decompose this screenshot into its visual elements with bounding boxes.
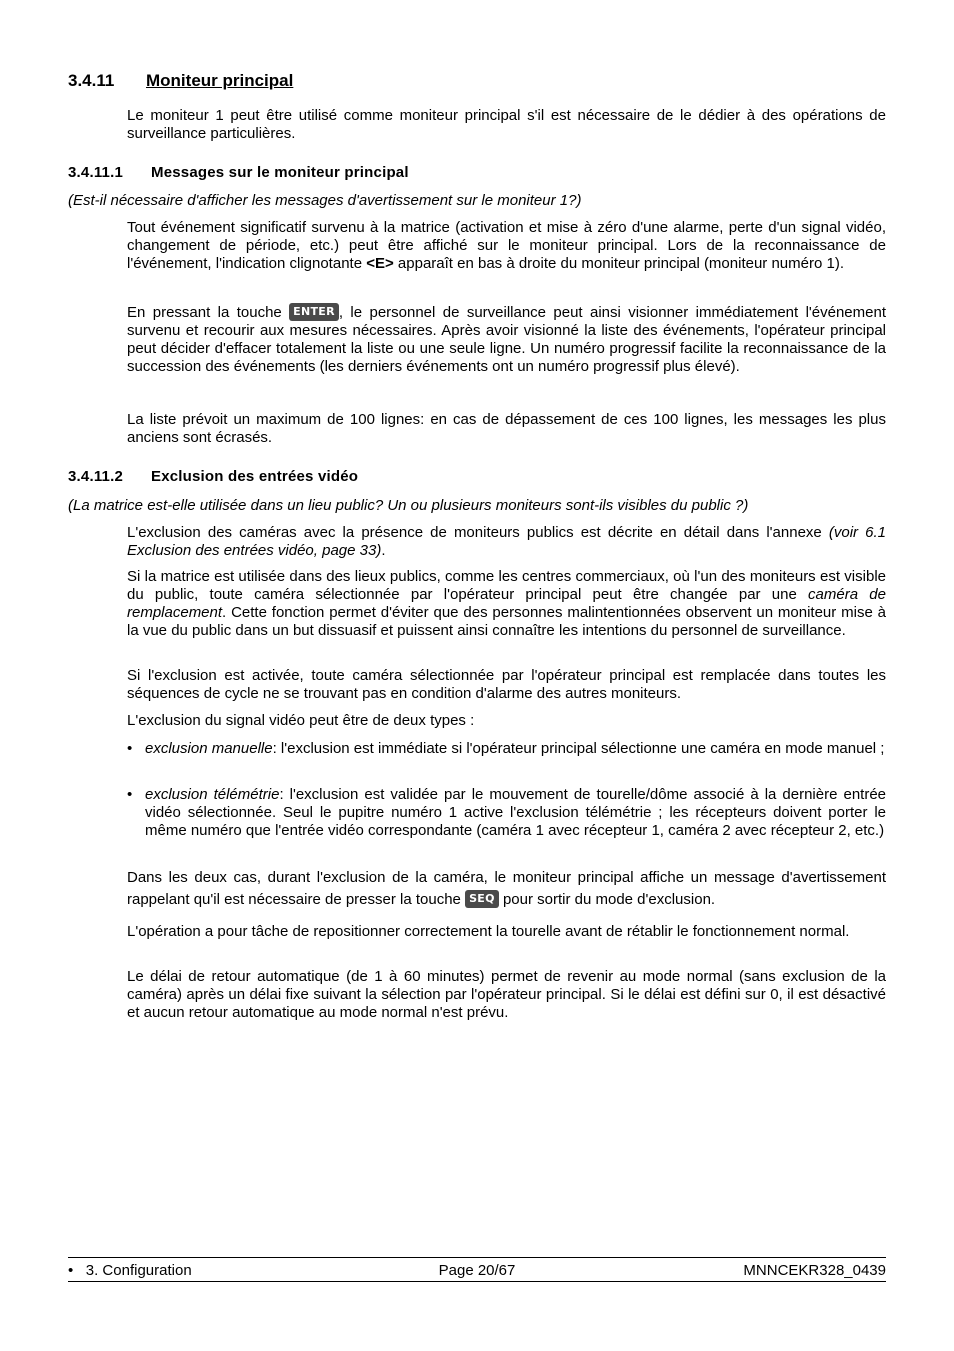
subsection-2-paragraph-1: [127, 524, 886, 560]
footer-top-rule: [68, 1257, 886, 1258]
list-item-text: : l'exclusion est validée par le mouvement de tourelle/dôme associé à la dernière entrée vidéo sélectionnée. Seul le pupitre numéro 1 active l'exclusion télémétrie ; les récepteurs doivent porter le même numéro que l'entrée vidéo correspondante (caméra 1 avec récepteur 1, caméra 2 avec récepteur 2, etc.): [145, 786, 887, 839]
text-run: . Cette fonction permet d'éviter que des personnes malintentionnées observent un moniteur mise à la vue du public dans un but dissuasif et puissent ainsi connaître les intentions du personnel de surveillance.: [127, 604, 886, 639]
subsection-1-question: (Est-il nécessaire d'afficher les messages d'avertissement sur le moniteur 1?): [68, 192, 582, 209]
subsection-2-paragraph-5: [127, 867, 886, 911]
bullet-marker: •: [127, 740, 133, 757]
subsection-2-paragraph-6: L'opération a pour tâche de repositionner correctement la tourelle avant de rétablir le fonctionnement normal.: [127, 923, 850, 940]
text-run: En pressant la touche: [127, 304, 290, 321]
subsection-2-heading: [68, 468, 358, 486]
subsection-1-paragraph-3: La liste prévoit un maximum de 100 lignes: en cas de dépassement de ces 100 lignes, les messages les plus anciens sont écrasés.: [127, 411, 886, 446]
subsection-2-paragraph-4: L'exclusion du signal vidéo peut être de deux types :: [127, 712, 475, 729]
subsection-1-number: 3.4.11.1: [68, 164, 123, 181]
section-number: 3.4.11: [68, 71, 115, 90]
subsection-2-paragraph-3: Si l'exclusion est activée, toute caméra sélectionnée par l'opérateur principal est remplacée dans toutes les séquences de cycle ne se trouvant pas en condition d'alarme des autres moniteurs.: [127, 667, 886, 702]
text-run: , le personnel de surveillance peut ainsi visionner immédiatement l'événement survenu et recourir aux mesures nécessaires. Après avoir visionné la liste des événements, l'opérateur principal peut décider d'effacer totalement la liste ou une seule ligne. Un numéro progressif facilite la reconnaissance de la succession des événements (les derniers événements ont un numéro progressif plus élevé).: [127, 304, 886, 375]
list-item-term: exclusion télémétrie: [145, 786, 280, 803]
subsection-2-title: Exclusion des entrées vidéo: [151, 468, 359, 485]
subsection-1-heading: [68, 164, 409, 182]
bullet-marker: •: [127, 786, 133, 803]
text-run: Dans les deux cas, durant l'exclusion de la caméra, le moniteur principal affiche un message d'avertissement rappelant qu'il est nécessaire de presser la touche: [127, 869, 886, 908]
subsection-2-question: (La matrice est-elle utilisée dans un lieu public? Un ou plusieurs moniteurs sont-ils visibles du public ?): [68, 497, 749, 514]
annex-reference-link[interactable]: (voir 6.1 Exclusion des entrées vidéo, page 33): [127, 524, 886, 559]
list-item-term: exclusion manuelle: [145, 740, 273, 757]
subsection-2-paragraph-7: Le délai de retour automatique (de 1 à 60 minutes) permet de revenir au mode normal (sans exclusion de la caméra) après un délai fixe suivant la sélection par l'opérateur principal. Si le délai est défini sur 0, il est désactivé et aucun retour automatique au mode normal n'est prévu.: [127, 968, 886, 1021]
intro-paragraph: Le moniteur 1 peut être utilisé comme moniteur principal s'il est nécessaire de le dédier à des opérations de surveillance particulières.: [127, 107, 886, 142]
text-run: apparaît en bas à droite du moniteur principal (moniteur numéro 1).: [393, 255, 844, 272]
list-item-text: : l'exclusion est immédiate si l'opérateur principal sélectionne une caméra en mode manuel ;: [272, 740, 885, 757]
footer-document-code: MNNCEKR328_0439: [743, 1262, 886, 1279]
text-run: Tout événement significatif survenu à la matrice (activation et mise à zéro d'une alarme, perte d'un signal vidéo, changement de période, etc.) peut être affiché sur le moniteur principal. Lors de la reconnaissance de l'événement, l'indication clignotante: [127, 219, 886, 272]
subsection-1-paragraph-2: [127, 303, 886, 376]
footer-bottom-rule: [68, 1281, 886, 1282]
subsection-2-number: 3.4.11.2: [68, 468, 123, 485]
subsection-2-paragraph-2: [127, 568, 886, 640]
text-run: Si la matrice est utilisée dans des lieux publics, comme les centres commerciaux, où l'un des moniteurs est visible du public, toute caméra sélectionnée par l'opérateur principal peut être changée par une: [127, 568, 886, 603]
footer-page-number: Page 20/67: [438, 1262, 516, 1279]
blinking-indicator-code: <E>: [366, 255, 394, 272]
text-run: pour sortir du mode d'exclusion.: [498, 891, 716, 908]
subsection-1-paragraph-1: [127, 219, 886, 273]
text-run: L'exclusion des caméras avec la présence de moniteurs publics est décrite en détail dans l'annexe: [127, 524, 829, 541]
text-run: .: [381, 542, 386, 559]
section-title: Moniteur principal: [146, 71, 294, 90]
list-item: [127, 786, 886, 840]
emphasis-term: caméra de remplacement: [127, 586, 886, 621]
section-heading: [68, 72, 293, 90]
footer-chapter: • 3. Configuration: [68, 1262, 192, 1279]
enter-key-icon: ENTER: [289, 303, 339, 321]
seq-key-icon: SEQ: [465, 890, 499, 908]
subsection-1-title: Messages sur le moniteur principal: [151, 164, 409, 181]
list-item: [127, 740, 886, 758]
page-footer: [68, 1262, 886, 1280]
